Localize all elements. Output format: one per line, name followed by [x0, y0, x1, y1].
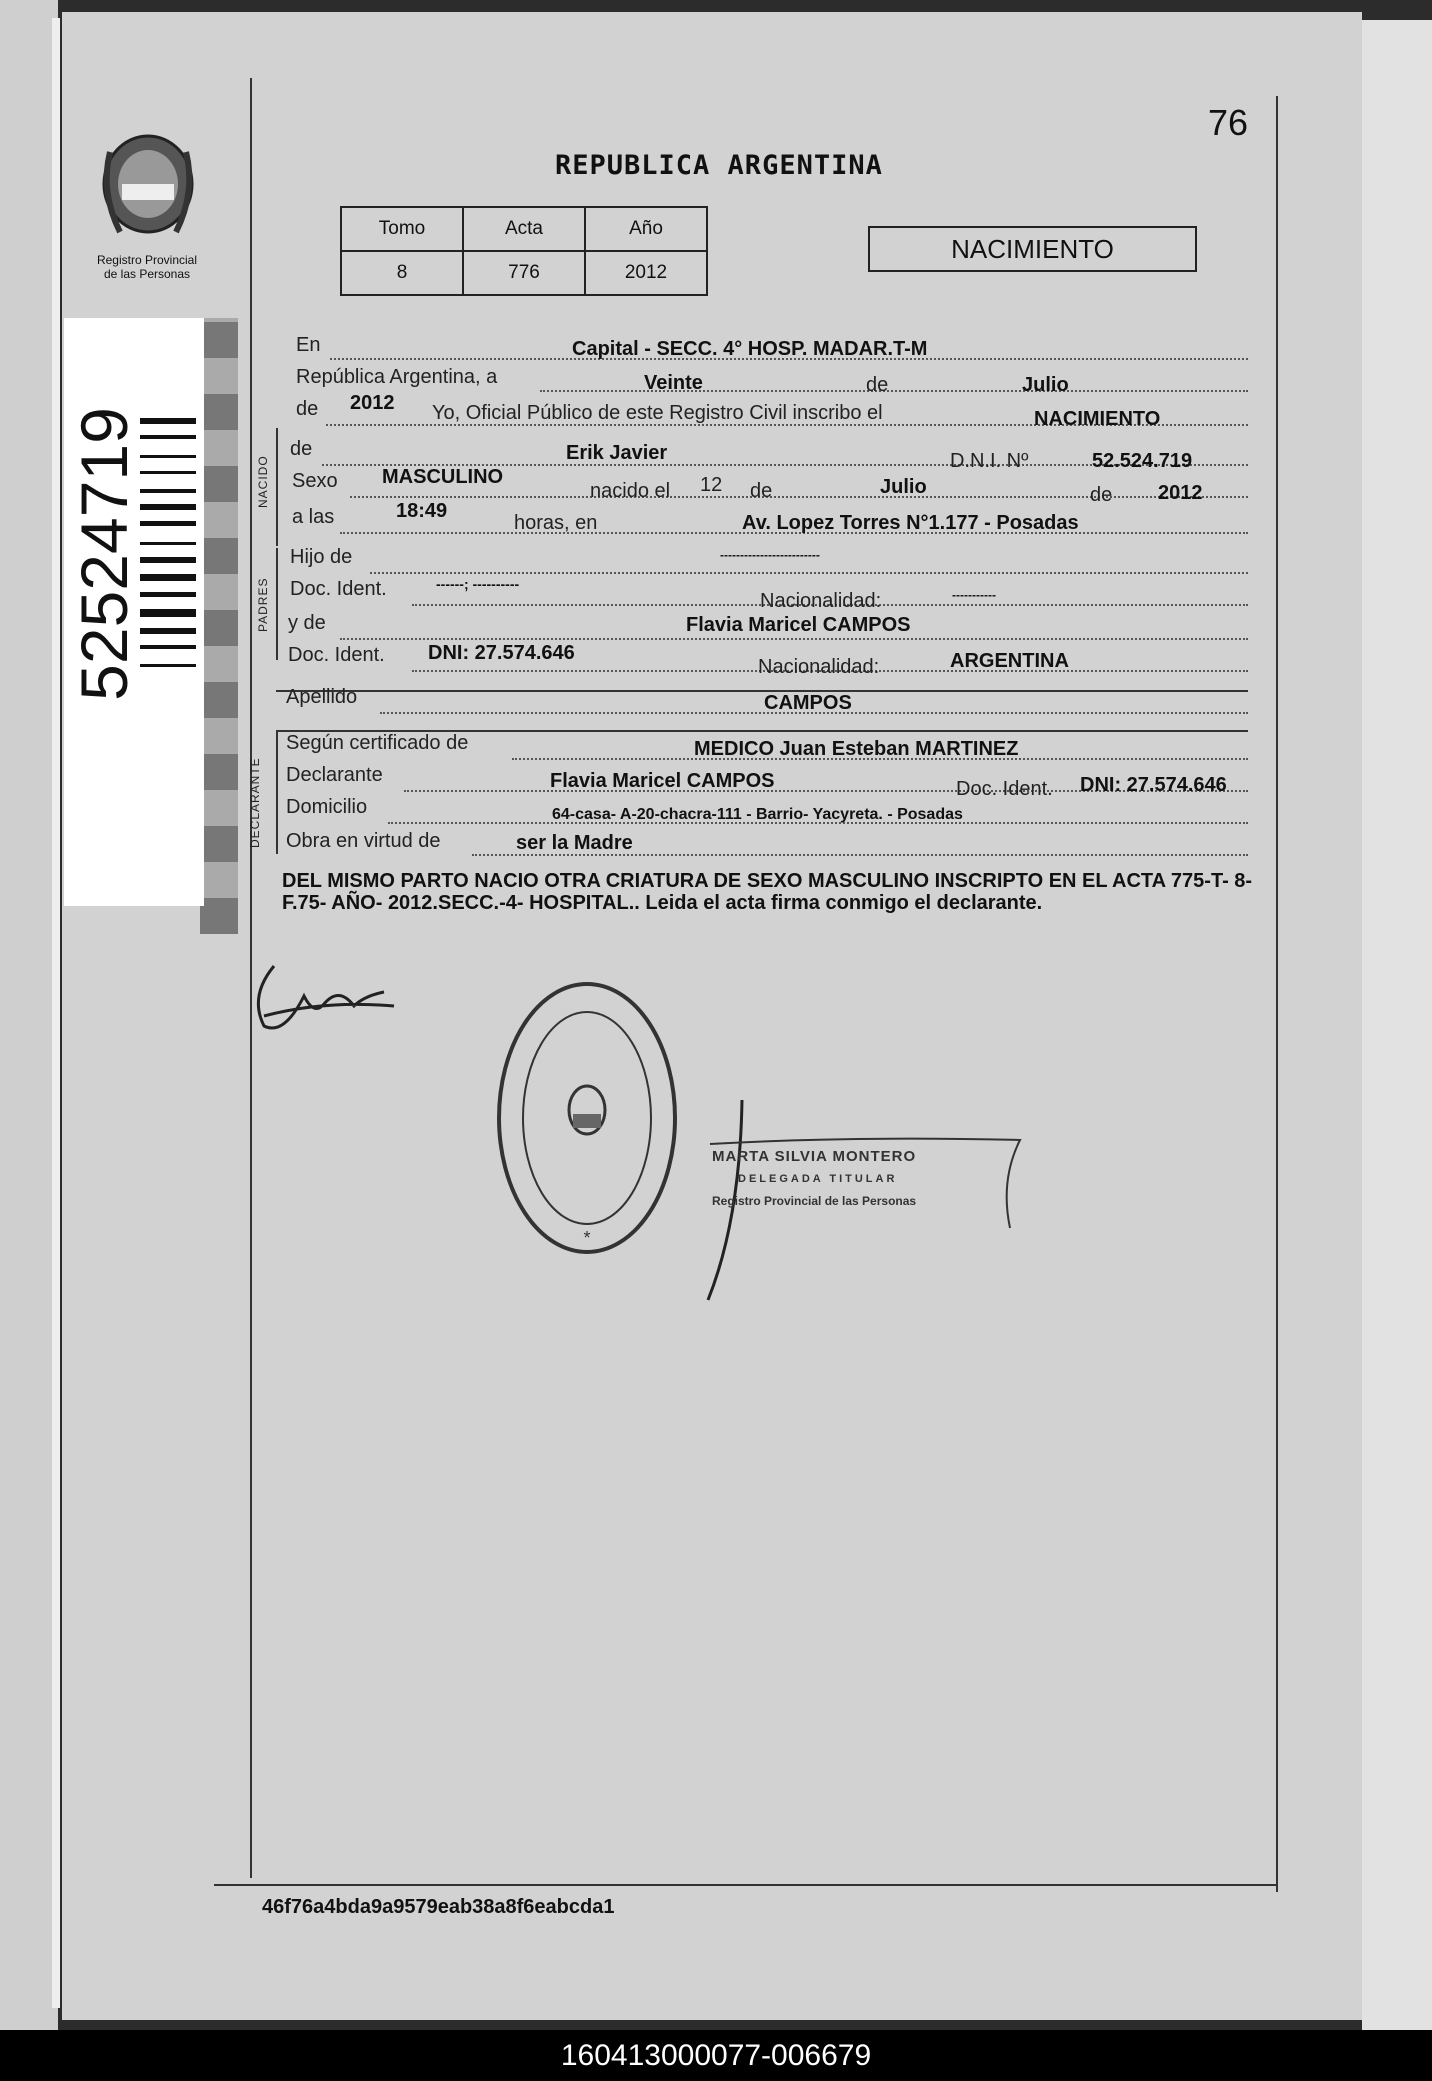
- hora-value: 18:49: [396, 500, 448, 522]
- acta-value: 776: [463, 251, 585, 295]
- page-number: 76: [1208, 102, 1249, 143]
- nacido-month: Julio: [880, 476, 927, 498]
- barcode-bar: [140, 609, 196, 617]
- en-label: En: [296, 334, 321, 356]
- declarante-label: Declarante: [286, 764, 383, 786]
- anio-value: 2012: [585, 251, 707, 295]
- barcode-bar: [140, 574, 196, 581]
- apellido-value: CAMPOS: [764, 692, 852, 714]
- svg-text:*: *: [583, 1228, 591, 1248]
- padres-side-label: PADRES: [256, 577, 270, 632]
- dotted-line: [340, 638, 1248, 640]
- docident2-value: DNI: 27.574.646: [428, 642, 575, 664]
- barcode-bar: [140, 435, 196, 439]
- official-name: MARTA SILVIA MONTERO: [712, 1148, 917, 1165]
- declarante-side-label: DECLARANTE: [248, 757, 262, 848]
- madre-value: Flavia Maricel CAMPOS: [686, 614, 911, 636]
- document-title: REPUBLICA ARGENTINA: [555, 150, 883, 181]
- barcode-bar: [140, 557, 196, 563]
- nombre-value: Erik Javier: [566, 442, 668, 464]
- anio-header: Año: [585, 207, 707, 251]
- record-type-box: NACIMIENTO: [868, 226, 1197, 272]
- record-table: [340, 206, 708, 296]
- declarante-doc-value: DNI: 27.574.646: [1080, 774, 1227, 796]
- tomo-header: Tomo: [341, 207, 463, 251]
- left-page-edge: [0, 0, 58, 2030]
- nacionalidad2-label: Nacionalidad:: [758, 656, 880, 678]
- right-margin-rule: [1276, 96, 1278, 1892]
- official-stamp-block: [712, 1146, 1012, 1212]
- inscribe-value: NACIMIENTO: [1034, 408, 1161, 430]
- official-office: Registro Provincial de las Personas: [712, 1194, 917, 1208]
- de3-label: de: [750, 480, 773, 502]
- bottom-rule: [214, 1884, 1276, 1886]
- dotted-line: [350, 496, 1248, 498]
- sexo-label: Sexo: [292, 470, 338, 492]
- docident2-label: Doc. Ident.: [288, 644, 385, 666]
- barcode-bar: [140, 489, 196, 493]
- barcode-bar: [140, 645, 196, 649]
- nacido-bracket: [276, 428, 278, 546]
- barcode-number: 52524719: [67, 407, 141, 701]
- declarante-doc-label: Doc. Ident.: [956, 778, 1053, 800]
- registry-round-stamp: [492, 976, 682, 1260]
- sexo-value: MASCULINO: [382, 466, 504, 488]
- logo-caption-line: Registro Provincial: [96, 253, 198, 267]
- horas-label: horas, en: [514, 512, 598, 534]
- footer-id: 160413000077-006679: [560, 2039, 872, 2072]
- oficial-label: Yo, Oficial Público de este Registro Civil inscribo el: [432, 402, 883, 424]
- day-value: Veinte: [644, 372, 703, 394]
- hijo-label: Hijo de: [290, 546, 353, 568]
- annotation-note: DEL MISMO PARTO NACIO OTRA CRIATURA DE SEXO MASCULINO INSCRIPTO EN EL ACTA 775-T- 8- F.75- AÑO- 2012.SECC.-4- HOSPITAL.. Leida el acta firma conmigo el declarante.: [282, 870, 1253, 914]
- barcode-bar: [140, 521, 196, 526]
- nacionalidad2-value: ARGENTINA: [950, 650, 1069, 672]
- tomo-value: 8: [341, 251, 463, 295]
- section-rule: [276, 690, 1248, 692]
- dni-label: D.N.I. Nº: [950, 450, 1029, 472]
- domicilio-value: 64-casa- A-20-chacra-111 - Barrio- Yacyreta. - Posadas: [552, 806, 963, 823]
- barcode-sticker: [64, 318, 204, 906]
- declarant-signature: [244, 956, 400, 1036]
- barcode-bar: [140, 418, 196, 424]
- nombre-label: de: [290, 438, 313, 460]
- en-value: Capital - SECC. 4° HOSP. MADAR.T-M: [572, 338, 928, 360]
- nacido-year: 2012: [1158, 482, 1203, 504]
- nacido-day: 12: [700, 474, 723, 496]
- barcode-bar: [140, 664, 196, 667]
- lugar-value: Av. Lopez Torres N°1.177 - Posadas: [742, 512, 1079, 534]
- apellido-label: Apellido: [286, 686, 358, 708]
- barcode-bar: [140, 471, 196, 474]
- domicilio-label: Domicilio: [286, 796, 368, 818]
- logo-caption-line: de las Personas: [103, 267, 191, 281]
- de2-label: de: [296, 398, 319, 420]
- de-label: de: [866, 374, 889, 396]
- yde-label: y de: [288, 612, 326, 634]
- book-spine-edge: [52, 18, 60, 2008]
- de4-label: de: [1090, 484, 1113, 506]
- docident-label: Doc. Ident.: [290, 578, 387, 600]
- declarante-bracket: [276, 732, 278, 854]
- certificado-value: MEDICO Juan Esteban MARTINEZ: [694, 738, 1019, 760]
- nacionalidad-label: Nacionalidad:: [760, 590, 882, 612]
- declarante-value: Flavia Maricel CAMPOS: [550, 770, 775, 792]
- right-page-edges: [1362, 20, 1432, 2030]
- obra-label: Obra en virtud de: [286, 830, 441, 852]
- nacionalidad-value: -----------: [952, 588, 996, 602]
- document-hash: 46f76a4bda9a9579eab38a8f6eabcda1: [262, 1896, 615, 1918]
- nacido-side-label: NACIDO: [256, 455, 270, 508]
- footer-id-strip: [0, 2030, 1432, 2081]
- acta-header: Acta: [463, 207, 585, 251]
- barcode-bar: [140, 542, 196, 545]
- dni-value: 52.524.719: [1092, 450, 1193, 472]
- official-title: DELEGADA TITULAR: [738, 1173, 898, 1185]
- hijo-value: -------------------------: [720, 548, 820, 562]
- certificado-label: Según certificado de: [286, 732, 469, 754]
- barcode-bar: [140, 455, 196, 458]
- year-value: 2012: [350, 392, 395, 414]
- alas-label: a las: [292, 506, 335, 528]
- docident-value: ------; ----------: [436, 576, 520, 592]
- dotted-line: [370, 572, 1248, 574]
- obra-value: ser la Madre: [516, 832, 633, 854]
- barcode-bar: [140, 504, 196, 510]
- security-stripe: [200, 318, 238, 934]
- republica-label: República Argentina, a: [296, 366, 498, 388]
- month-value: Julio: [1022, 374, 1069, 396]
- barcode-bar: [140, 592, 196, 597]
- padres-bracket: [276, 548, 278, 660]
- coat-of-arms-logo: [90, 122, 206, 248]
- nacido-label: nacido el: [590, 480, 671, 502]
- barcode-bar: [140, 628, 196, 634]
